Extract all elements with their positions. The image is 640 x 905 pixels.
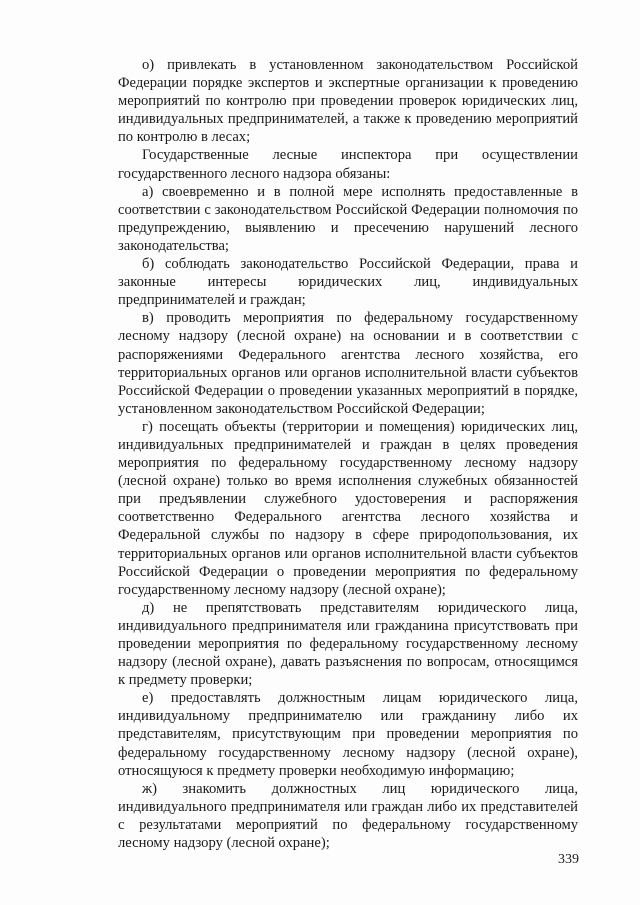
paragraph-inspectors-duties: Государственные лесные инспектора при осуществлении государственного лесного надзора обязаны: bbox=[118, 147, 578, 182]
paragraph-a: а) своевременно и в полной мере исполнять предоставленные в соответствии с законодательством Российской Федерации полномочия по предупреждению, выявлению и пресечению нарушений лесного законодательства; bbox=[118, 183, 578, 254]
paragraph-zh: ж) знакомить должностных лиц юридического лица, индивидуального предпринимателя или граждан либо их представителей с результатами мероприятий по федеральному государственному лесному надзору (лесной охране); bbox=[118, 780, 578, 852]
paragraph-g: г) посещать объекты (территории и помещения) юридических лиц, индивидуальных предпринимателей и граждан в целях проведения мероприятия по федеральному государственному лесному надзору (лесной охране) только во время исполнения служебных обязанностей при предъявлении служебного удостоверения и распоряжения соответственно Федерального агентства лесного хозяйства и Федеральной службы по надзору в сфере природопользования, их территориальных органов или органов исполнительной власти субъектов Российской Федерации о проведении мероприятия по федеральному государственному лесному надзору (лесной охране); bbox=[118, 418, 578, 598]
paragraph-d: д) не препятствовать представителям юридического лица, индивидуального предпринимателя или гражданина присутствовать при проведении мероприятия по федеральному государственному лесному надзору (лесной охране), давать разъяснения по вопросам, относящимся к предмету проверки; bbox=[118, 599, 578, 689]
page-number: 339 bbox=[558, 852, 579, 867]
body-text bbox=[118, 56, 578, 852]
paragraph-e: е) предоставлять должностным лицам юридического лица, индивидуальному предпринимателю или гражданину либо их представителям, присутствующим при проведении мероприятия по федеральному государственному лесному надзору (лесной охране), относящуюся к предмету проверки необходимую информацию; bbox=[118, 690, 578, 779]
paragraph-b: б) соблюдать законодательство Российской Федерации, права и законные интересы юридических лиц, индивидуальных предпринимателей и граждан; bbox=[118, 256, 578, 309]
paragraph-v: в) проводить мероприятия по федеральному государственному лесному надзору (лесной охране) на основании и в соответствии с распоряжениями Федерального агентства лесного хозяйства, его территориальных органов или органов исполнительной власти субъектов Российской Федерации о проведении указанных мероприятий в порядке, установленном законодательством Российской Федерации; bbox=[118, 310, 578, 417]
paragraph-o: о) привлекать в установленном законодательством Российской Федерации порядке экспертов и экспертные организации к проведению мероприятий по контролю при проведении проверок юридических лиц, индивидуальных предпринимателей, а также к проведению мероприятий по контролю в лесах; bbox=[118, 57, 578, 146]
